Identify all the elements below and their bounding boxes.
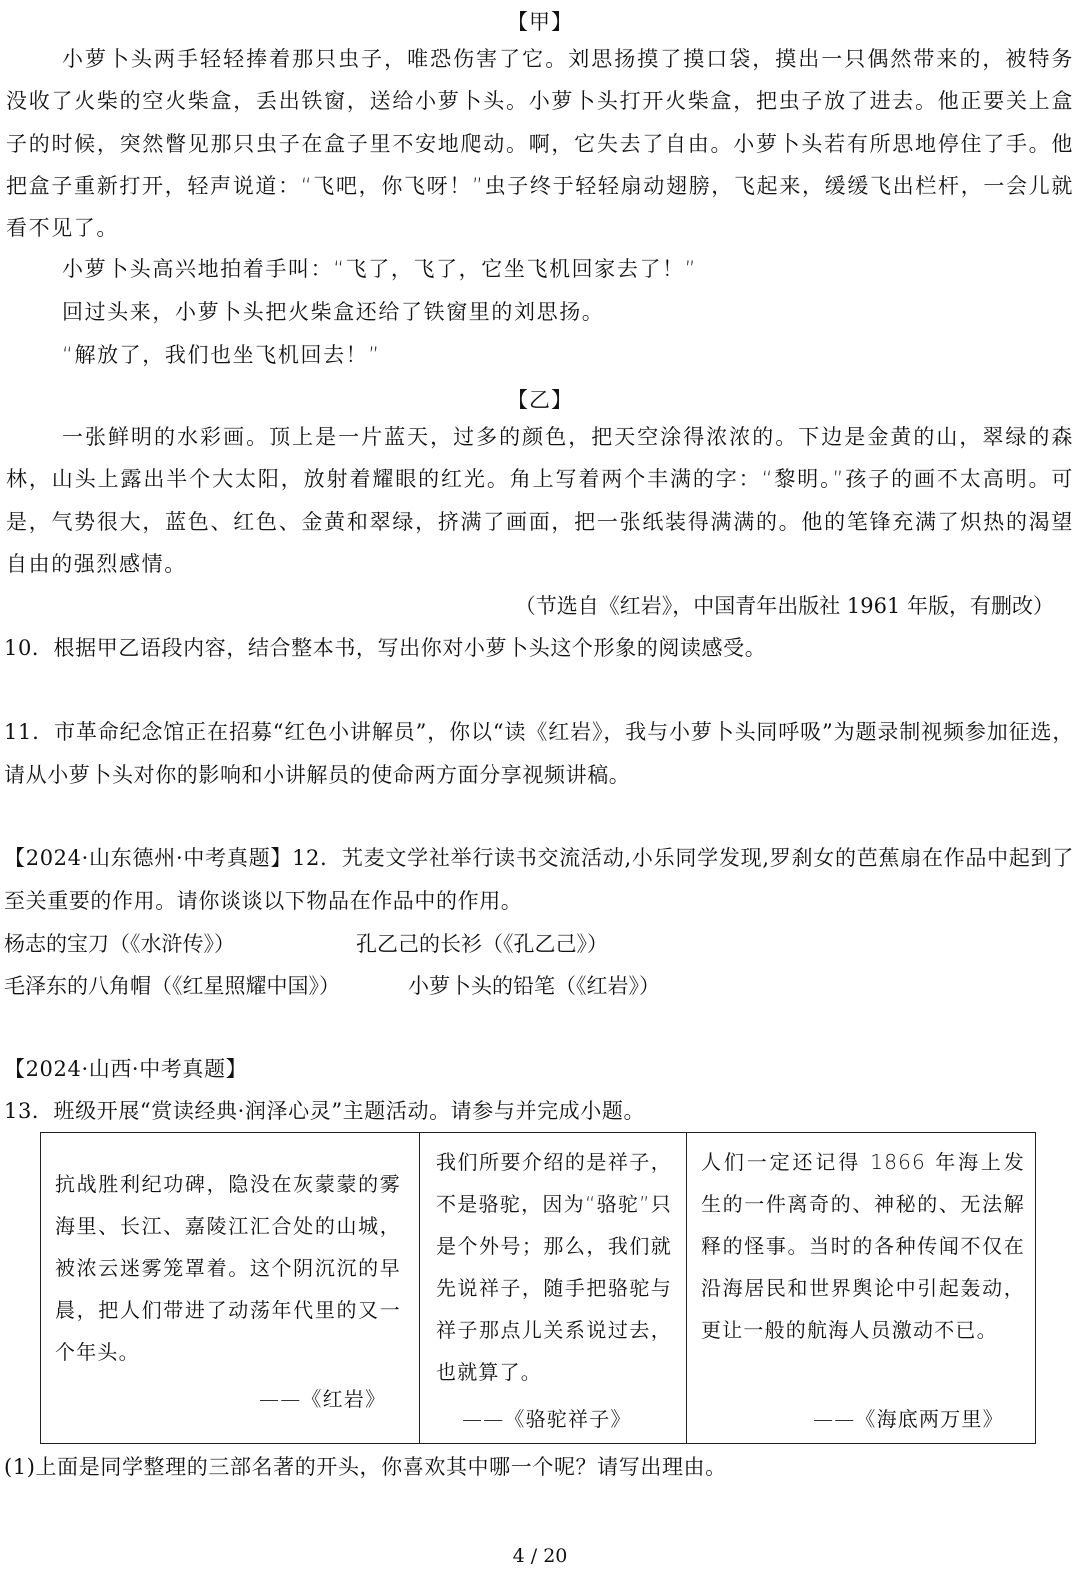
card-text: 抗战胜利纪功碑，隐没在灰蒙蒙的雾海里、长江、嘉陵江汇合处的山城，被浓云迷雾笼罩着。这个阴沉沉的早晨，把人们带进了动荡年代里的又一个年头。 [55, 1172, 401, 1364]
question-12: 【2024·山东德州·中考真题】12．艽麦文学社举行读书交流活动,小乐同学发现,罗刹女的芭蕉扇在作品中起到了至关重要的作用。请你谈谈以下物品在作品中的作用。 [4, 846, 1074, 913]
card-luotuo-xiangzi [420, 1133, 687, 1444]
page-number: 4 / 20 [512, 1545, 568, 1567]
section-label-a: 【甲】 [507, 10, 573, 34]
q12-item-3: 毛泽东的八角帽（《红星照耀中国》） [4, 974, 340, 998]
card-source: ——《骆驼祥子》 [462, 1407, 632, 1431]
excerpt-source: （节选自《红岩》，中国青年出版社 1961 年版，有删改） [514, 594, 1054, 618]
question-13-source-tag: 【2024·山西·中考真题】 [4, 1057, 248, 1081]
q12-item-4: 小萝卜头的铅笔（《红岩》） [408, 974, 660, 998]
q12-item-2: 孔乙己的长衫（《孔乙己》） [356, 932, 608, 956]
question-13: 13．班级开展“赏读经典·润泽心灵”主题活动。请参与并完成小题。 [4, 1099, 646, 1123]
card-hongyan [41, 1133, 420, 1444]
card-source: ——《海底两万里》 [813, 1407, 1004, 1431]
card-text: 我们所要介绍的是祥子，不是骆驼，因为“骆驼”只是个外号；那么，我们就先说祥子，随手把骆驼与祥子那点儿关系说过去，也就算了。 [436, 1150, 672, 1384]
section-label-b: 【乙】 [507, 388, 573, 412]
excerpt-a-paragraph-4: “解放了，我们也坐飞机回去！” [62, 343, 381, 367]
book-openings-table [40, 1132, 1036, 1444]
excerpt-a-paragraph-2: 小萝卜头高兴地拍着手叫：“飞了，飞了，它坐飞机回家去了！” [62, 257, 698, 281]
card-text: 人们一定还记得 1866 年海上发生的一件离奇的、神秘的、无法解释的怪事。当时的各种传闻不仅在沿海居民和世界舆论中引起轰动，更让一般的航海人员激动不已。 [701, 1150, 1025, 1342]
card-source: ——《红岩》 [259, 1387, 387, 1411]
question-13-sub-1: (1)上面是同学整理的三部名著的开头，你喜欢其中哪一个呢？请写出理由。 [4, 1455, 727, 1479]
question-10: 10．根据甲乙语段内容，结合整本书，写出你对小萝卜头这个形象的阅读感受。 [4, 636, 767, 660]
question-11: 11．市革命纪念馆正在招募“红色小讲解员”，你以“读《红岩》，我与小萝卜头同呼吸”为题录制视频参加征选，请从小萝卜头对你的影响和小讲解员的使命两方面分享视频讲稿。 [4, 720, 1074, 787]
excerpt-a-paragraph-3: 回过头来，小萝卜头把火柴盒还给了铁窗里的刘思扬。 [62, 300, 605, 324]
excerpt-b-paragraph-1: 一张鲜明的水彩画。顶上是一片蓝天，过多的颜色，把天空涂得浓浓的。下边是金黄的山，翠绿的森林，山头上露出半个大太阳，放射着耀眼的红光。角上写着两个丰满的字：“黎明。”孩子的画不太高明。可是，气势很大，蓝色、红色、金黄和翠绿，挤满了画面，把一张纸装得满满的。他的笔锋充满了炽热的渴望自由的强烈感情。 [6, 425, 1074, 576]
card-haidi-liangwanli [687, 1133, 1036, 1444]
excerpt-a-paragraph-1: 小萝卜头两手轻轻捧着那只虫子，唯恐伤害了它。刘思扬摸了摸口袋，摸出一只偶然带来的，被特务没收了火柴的空火柴盒，丢出铁窗，送给小萝卜头。小萝卜头打开火柴盒，把虫子放了进去。他正要关上盒子的时候，突然瞥见那只虫子在盒子里不安地爬动。啊，它失去了自由。小萝卜头若有所思地停住了手。他把盒子重新打开，轻声说道：“飞吧，你飞呀！”虫子终于轻轻扇动翅膀，飞起来，缓缓飞出栏杆，一会儿就看不见了。 [6, 47, 1074, 241]
q12-item-1: 杨志的宝刀（《水浒传》） [4, 932, 235, 956]
